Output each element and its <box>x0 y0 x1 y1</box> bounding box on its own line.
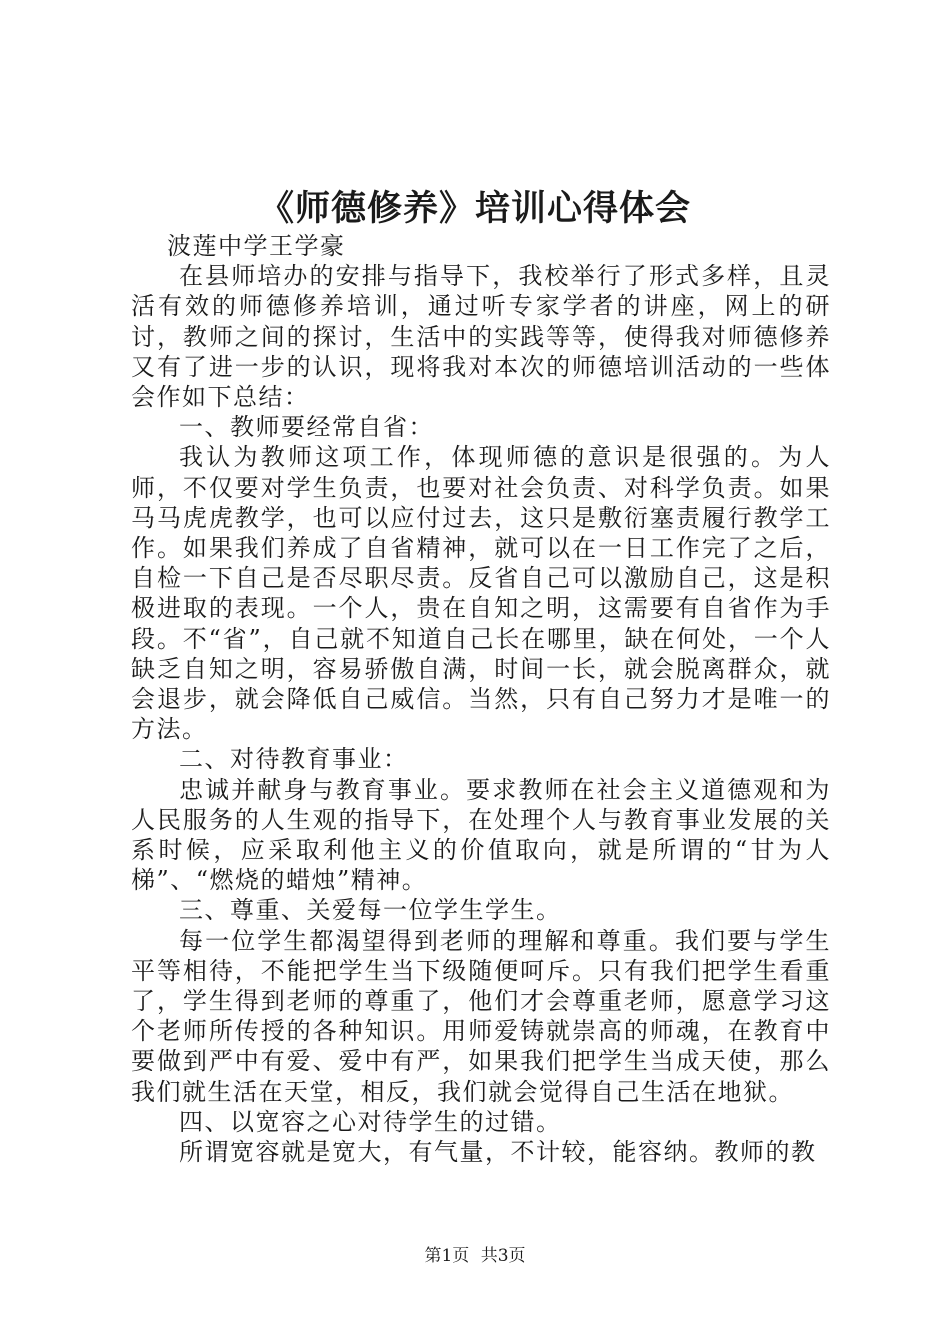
page-footer <box>0 1244 950 1268</box>
page-number: 第1页 <box>424 1246 470 1266</box>
section-paragraph-1: 我认为教师这项工作，体现师德的意识是很强的。为人师，不仅要对学生负责，也要对社会负责、对科学负责。如果马马虎虎教学，也可以应付过去，这只是敷衍塞责履行教学工作。如果我们养成了自省精神，就可以在一日工作完了之后，自检一下自己是否尽职尽责。反省自己可以激励自己，这是积极进取的表现。一个人，贵在自知之明，这需要有自省作为手段。不“省”，自己就不知道自己长在哪里，缺在何处，一个人缺乏自知之明，容易骄傲自满，时间一长，就会脱离群众，就会退步，就会降低自己威信。当然，只有自己努力才是唯一的方法。 <box>131 443 831 744</box>
section-paragraph-4: 所谓宽容就是宽大，有气量，不计较，能容纳。教师的教 <box>179 1138 817 1167</box>
section-paragraph-3: 每一位学生都渴望得到老师的理解和尊重。我们要与学生平等相待，不能把学生当下级随便呵斥。只有我们把学生看重了，学生得到老师的尊重了，他们才会尊重老师，愿意学习这个老师所传授的各种知识。用师爱铸就崇高的师魂，在教育中要做到严中有爱、爱中有严，如果我们把学生当成天使，那么我们就生活在天堂，相反，我们就会觉得自己生活在地狱。 <box>131 926 831 1106</box>
section-paragraph-2: 忠诚并献身与教育事业。要求教师在社会主义道德观和为人民服务的人生观的指导下，在处理个人与教育事业发展的关系时候，应采取利他主义的价值取向，就是所谓的“甘为人梯”、“燃烧的蜡烛”精神。 <box>131 775 831 895</box>
document-body <box>131 231 831 1167</box>
section-heading-1: 一、教师要经常自省： <box>179 413 434 442</box>
section-heading-2: 二、对待教育事业： <box>179 745 409 774</box>
document-title: 《师德修养》培训心得体会 <box>258 188 691 229</box>
section-heading-4: 四、以宽容之心对待学生的过错。 <box>179 1107 562 1136</box>
author-line: 波莲中学王学豪 <box>167 232 346 260</box>
page-total: 共3页 <box>480 1246 526 1266</box>
intro-paragraph: 在县师培办的安排与指导下，我校举行了形式多样，且灵活有效的师德修养培训，通过听专家学者的讲座，网上的研讨，教师之间的探讨，生活中的实践等等，使得我对师德修养又有了进一步的认识，现将我对本次的师德培训活动的一些体会作如下总结： <box>131 262 831 412</box>
section-heading-3: 三、尊重、关爱每一位学生学生。 <box>179 896 562 925</box>
